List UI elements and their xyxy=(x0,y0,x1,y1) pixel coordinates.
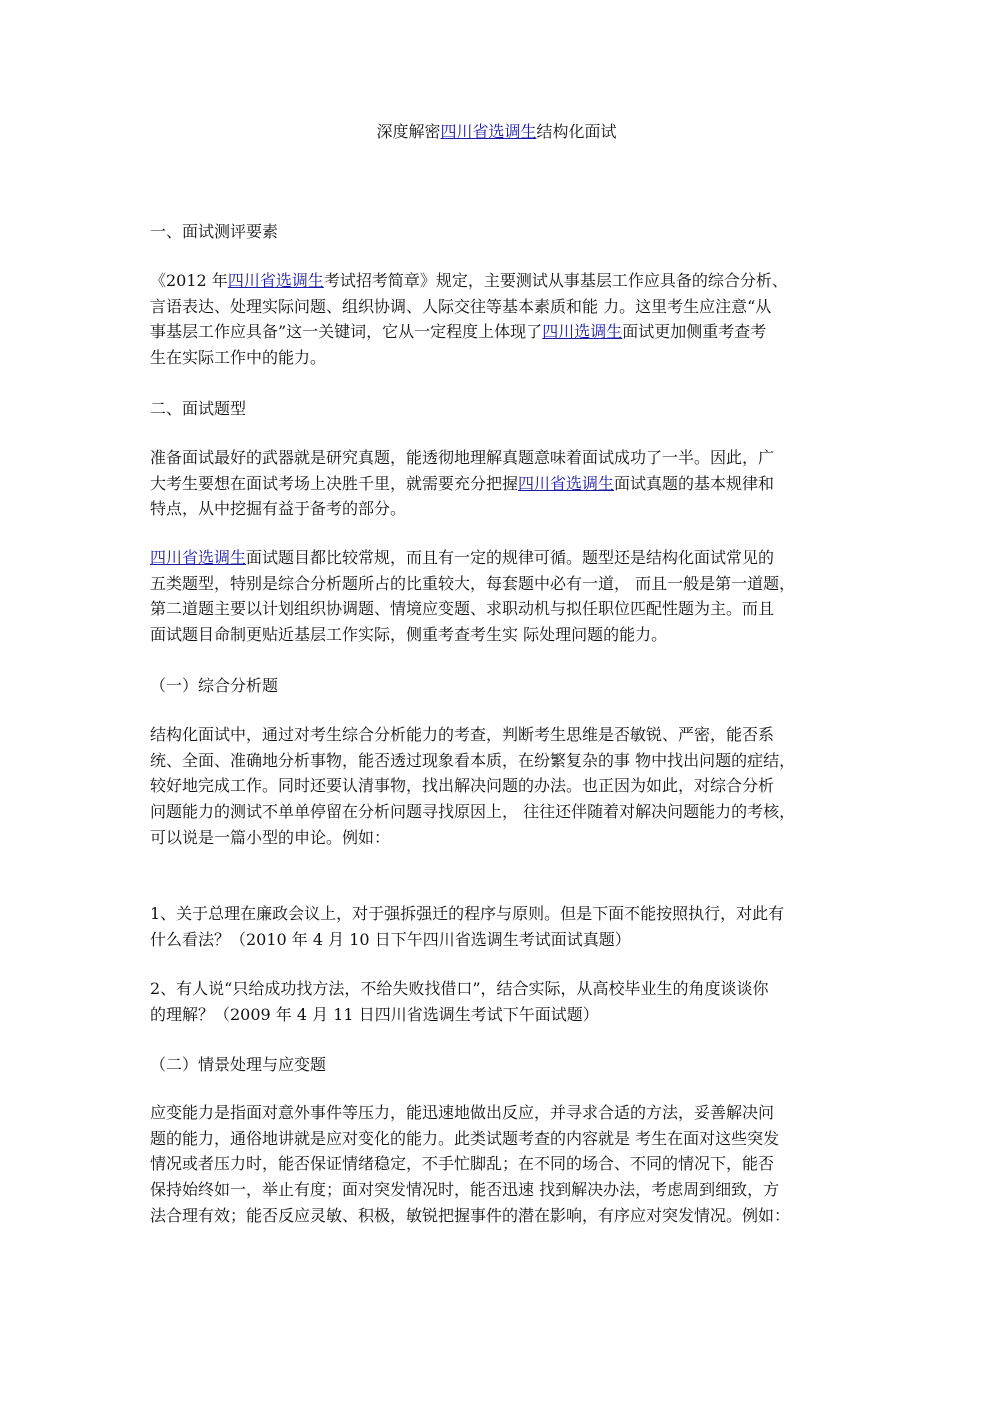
paragraph-line: 较好地完成工作。同时还要认清事物，找出解决问题的办法。也正因为如此，对综合分析 xyxy=(150,776,775,796)
section-heading-4 xyxy=(150,1052,850,1078)
heading-text: 二、面试题型 xyxy=(150,399,247,418)
paragraph-line: 情况或者压力时，能否保证情绪稳定，不手忙脚乱；在不同的场合、不同的情况下，能否 xyxy=(150,1154,775,1174)
text-run: 事基层工作应具备”这一关键词，它从一定程度上体现了 xyxy=(150,322,543,342)
text-run: 大考生要想在面试考场上决胜千里，就需要充分把握 xyxy=(150,473,519,493)
link-sichuan-xuandiaosheng-2[interactable]: 四川选调生 xyxy=(542,322,623,342)
paragraph-4 xyxy=(150,722,850,851)
title-prefix: 深度解密 xyxy=(376,122,441,141)
paragraph-line: 题的能力，通俗地讲就是应对变化的能力。此类试题考查的内容就是 考生在面对这些突发 xyxy=(150,1128,780,1148)
paragraph-line: 可以说是一篇小型的申论。例如： xyxy=(150,827,391,847)
paragraph-line xyxy=(150,471,850,497)
question-1 xyxy=(150,901,850,952)
paragraph-line: 生在实际工作中的能力。 xyxy=(150,348,327,368)
title-suffix: 结构化面试 xyxy=(536,122,617,141)
heading-text: 一、面试测评要素 xyxy=(150,222,279,241)
text-run: 面试更加侧重考查考 xyxy=(622,322,767,342)
paragraph-line: 统、全面、准确地分析事物，能否透过现象看本质，在纷繁复杂的事 物中找出问题的症结， xyxy=(150,750,796,770)
text-run: 考试招考简章》规定，主要测试从事基层工作应具备的综合分析、 xyxy=(323,271,788,290)
paragraph-2 xyxy=(150,445,850,522)
paragraph-line: 1、关于总理在廉政会议上，对于强拆强迁的程序与原则。但是下面不能按照执行，对此有 xyxy=(150,904,785,923)
paragraph-line: 法合理有效；能否反应灵敏、积极，敏锐把握事件的潜在影响，有序应对突发情况。例如： xyxy=(150,1205,791,1225)
paragraph-line: 的理解？（2009 年 4 月 11 日四川省选调生考试下午面试题） xyxy=(150,1004,599,1024)
document-title xyxy=(0,120,993,144)
paragraph-line: 保持始终如一，举止有度；面对突发情况时，能否迅速 找到解决办法，考虑周到细致，方 xyxy=(150,1180,780,1200)
paragraph-line: 2、有人说“只给成功找方法，不给失败找借口”，结合实际，从高校毕业生的角度谈谈你 xyxy=(150,979,769,998)
text-run: 面试真题的基本规律和 xyxy=(614,473,775,493)
section-heading-1 xyxy=(150,219,850,245)
link-sichuan-xuandiaosheng[interactable]: 四川省选调生 xyxy=(227,271,324,290)
paragraph-line xyxy=(150,268,850,294)
paragraph-line: 准备面试最好的武器就是研究真题，能透彻地理解真题意味着面试成功了一半。因此，广 xyxy=(150,448,775,467)
heading-text: （一）综合分析题 xyxy=(150,676,279,695)
paragraph-line xyxy=(150,545,850,571)
link-sichuan-xuandiaosheng-4[interactable]: 四川省选调生 xyxy=(150,548,247,567)
paragraph-1 xyxy=(150,268,850,371)
heading-text: （二）情景处理与应变题 xyxy=(150,1055,327,1074)
paragraph-line: 言语表达、处理实际问题、组织协调、人际交往等基本素质和能 力。这里考生应注意“从 xyxy=(150,296,772,316)
section-heading-2 xyxy=(150,396,850,422)
paragraph-line: 第二道题主要以计划组织协调题、情境应变题、求职动机与拟任职位匹配性题为主。而且 xyxy=(150,599,775,619)
text-run: 面试题目都比较常规，而且有一定的规律可循。题型还是结构化面试常见的 xyxy=(246,548,775,567)
title-link-sichuan-xuandiaosheng[interactable]: 四川省选调生 xyxy=(440,122,537,141)
paragraph-5 xyxy=(150,1100,850,1229)
link-sichuan-xuandiaosheng-3[interactable]: 四川省选调生 xyxy=(518,473,615,493)
paragraph-line xyxy=(150,319,850,345)
paragraph-3 xyxy=(150,545,850,648)
paragraph-line: 什么看法？（2010 年 4 月 10 日下午四川省选调生考试面试真题） xyxy=(150,929,631,949)
paragraph-line: 面试题目命制更贴近基层工作实际，侧重考查考生实 际处理问题的能力。 xyxy=(150,625,668,645)
paragraph-line: 特点，从中挖掘有益于备考的部分。 xyxy=(150,499,407,519)
paragraph-line: 结构化面试中，通过对考生综合分析能力的考查，判断考生思维是否敏锐、严密，能否系 xyxy=(150,725,775,744)
paragraph-line: 五类题型，特别是综合分析题所占的比重较大，每套题中必有一道， 而且一般是第一道题， xyxy=(150,573,796,593)
text-run: 《2012 年 xyxy=(150,271,228,290)
paragraph-line: 问题能力的测试不单单停留在分析问题寻找原因上， 往往还伴随着对解决问题能力的考核， xyxy=(150,802,796,822)
question-2 xyxy=(150,976,850,1027)
section-heading-3 xyxy=(150,673,850,699)
paragraph-line: 应变能力是指面对意外事件等压力，能迅速地做出反应，并寻求合适的方法，妥善解决问 xyxy=(150,1103,775,1122)
